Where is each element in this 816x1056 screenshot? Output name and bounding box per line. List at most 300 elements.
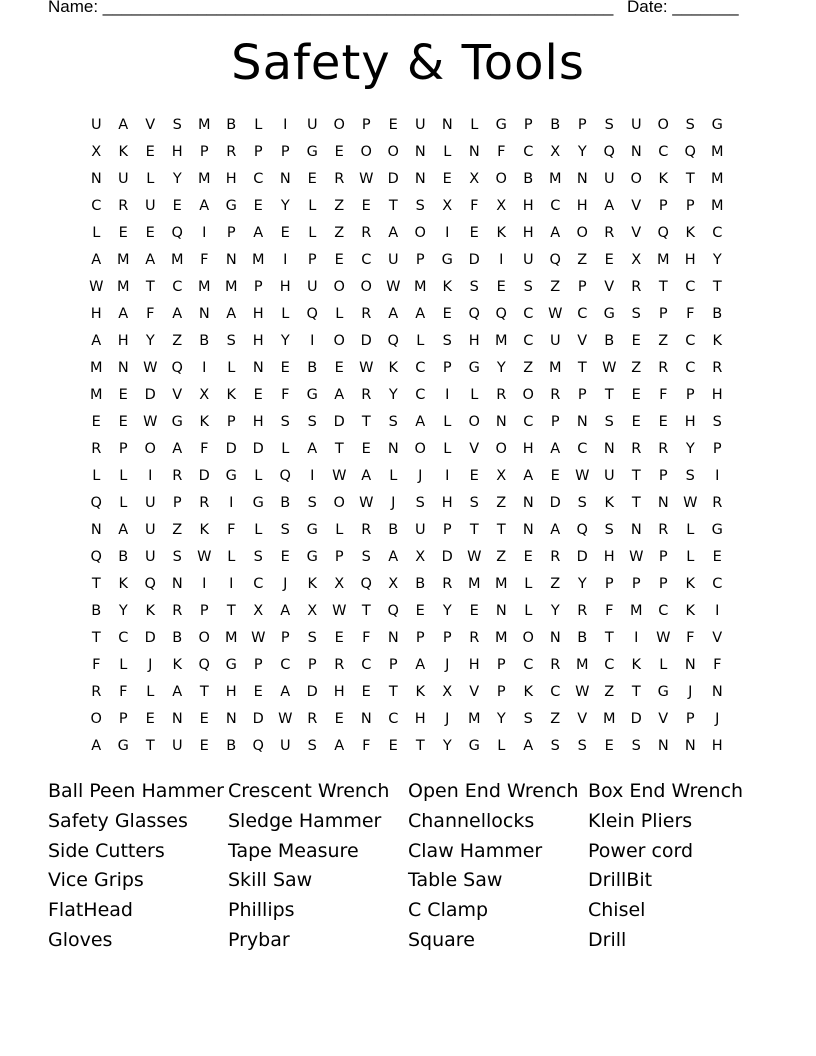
- grid-letter[interactable]: P: [631, 575, 642, 592]
- grid-letter[interactable]: T: [631, 494, 642, 511]
- grid-letter[interactable]: N: [171, 575, 184, 592]
- grid-letter[interactable]: Q: [171, 224, 184, 241]
- grid-letter[interactable]: O: [360, 278, 373, 295]
- grid-letter[interactable]: H: [171, 143, 184, 160]
- grid-letter[interactable]: H: [252, 305, 265, 322]
- grid-letter[interactable]: T: [496, 521, 507, 538]
- grid-letter[interactable]: A: [550, 440, 561, 457]
- grid-letter[interactable]: N: [387, 629, 400, 646]
- grid-letter[interactable]: F: [362, 629, 371, 646]
- grid-letter[interactable]: N: [225, 710, 238, 727]
- grid-letter[interactable]: L: [254, 521, 263, 538]
- grid-letter[interactable]: U: [522, 251, 535, 268]
- grid-letter[interactable]: S: [604, 521, 615, 538]
- grid-letter[interactable]: P: [118, 710, 129, 727]
- grid-letter[interactable]: W: [629, 548, 644, 565]
- grid-letter[interactable]: W: [197, 548, 212, 565]
- grid-letter[interactable]: G: [306, 143, 319, 160]
- grid-letter[interactable]: X: [199, 386, 210, 403]
- grid-letter[interactable]: E: [334, 359, 345, 376]
- grid-letter[interactable]: D: [144, 386, 157, 403]
- grid-letter[interactable]: P: [658, 575, 669, 592]
- grid-letter[interactable]: O: [333, 116, 346, 133]
- grid-letter[interactable]: A: [118, 305, 129, 322]
- grid-letter[interactable]: D: [225, 440, 238, 457]
- grid-letter[interactable]: B: [388, 521, 399, 538]
- grid-letter[interactable]: E: [199, 710, 210, 727]
- grid-letter[interactable]: U: [306, 116, 319, 133]
- grid-letter[interactable]: C: [685, 332, 696, 349]
- grid-letter[interactable]: D: [549, 494, 562, 511]
- grid-letter[interactable]: Q: [306, 305, 319, 322]
- grid-letter[interactable]: N: [495, 413, 508, 430]
- grid-letter[interactable]: T: [712, 278, 723, 295]
- grid-letter[interactable]: Q: [468, 305, 481, 322]
- grid-letter[interactable]: U: [306, 278, 319, 295]
- grid-letter[interactable]: A: [550, 521, 561, 538]
- grid-letter[interactable]: Z: [604, 683, 615, 700]
- grid-letter[interactable]: C: [523, 332, 534, 349]
- grid-letter[interactable]: Z: [496, 494, 507, 511]
- grid-letter[interactable]: D: [630, 710, 643, 727]
- grid-letter[interactable]: E: [334, 251, 345, 268]
- grid-letter[interactable]: P: [442, 629, 453, 646]
- grid-letter[interactable]: L: [335, 305, 344, 322]
- grid-letter[interactable]: R: [604, 224, 615, 241]
- grid-letter[interactable]: P: [523, 116, 534, 133]
- grid-letter[interactable]: A: [334, 386, 345, 403]
- grid-letter[interactable]: R: [577, 602, 588, 619]
- grid-letter[interactable]: W: [359, 359, 374, 376]
- grid-letter[interactable]: W: [251, 629, 266, 646]
- grid-letter[interactable]: A: [280, 683, 291, 700]
- grid-letter[interactable]: H: [225, 170, 238, 187]
- grid-letter[interactable]: A: [280, 602, 291, 619]
- grid-letter[interactable]: U: [603, 170, 616, 187]
- grid-letter[interactable]: V: [658, 710, 669, 727]
- grid-letter[interactable]: L: [146, 170, 155, 187]
- grid-letter[interactable]: R: [658, 359, 669, 376]
- grid-letter[interactable]: P: [253, 143, 264, 160]
- grid-letter[interactable]: D: [198, 467, 211, 484]
- grid-letter[interactable]: G: [711, 116, 724, 133]
- grid-letter[interactable]: P: [253, 656, 264, 673]
- grid-letter[interactable]: O: [387, 143, 400, 160]
- grid-letter[interactable]: A: [604, 197, 615, 214]
- grid-letter[interactable]: S: [712, 413, 723, 430]
- grid-letter[interactable]: P: [604, 575, 615, 592]
- date-field[interactable]: Date: _______: [627, 0, 739, 16]
- grid-letter[interactable]: C: [280, 656, 291, 673]
- grid-letter[interactable]: N: [90, 521, 103, 538]
- grid-letter[interactable]: V: [577, 332, 588, 349]
- grid-letter[interactable]: S: [523, 710, 534, 727]
- grid-letter[interactable]: S: [577, 737, 588, 754]
- grid-letter[interactable]: J: [283, 575, 288, 592]
- grid-letter[interactable]: E: [496, 278, 507, 295]
- grid-letter[interactable]: P: [118, 440, 129, 457]
- grid-letter[interactable]: L: [92, 224, 101, 241]
- grid-letter[interactable]: M: [467, 575, 481, 592]
- grid-letter[interactable]: C: [523, 656, 534, 673]
- grid-letter[interactable]: C: [550, 683, 561, 700]
- grid-letter[interactable]: U: [603, 467, 616, 484]
- grid-letter[interactable]: Y: [145, 332, 156, 349]
- grid-letter[interactable]: P: [577, 116, 588, 133]
- grid-letter[interactable]: A: [550, 224, 561, 241]
- grid-letter[interactable]: M: [197, 116, 211, 133]
- grid-letter[interactable]: P: [415, 629, 426, 646]
- grid-letter[interactable]: C: [253, 170, 264, 187]
- grid-letter[interactable]: S: [172, 548, 183, 565]
- grid-letter[interactable]: R: [550, 548, 561, 565]
- grid-letter[interactable]: O: [144, 440, 157, 457]
- grid-letter[interactable]: G: [306, 386, 319, 403]
- grid-letter[interactable]: N: [468, 143, 481, 160]
- grid-letter[interactable]: N: [387, 440, 400, 457]
- grid-letter[interactable]: G: [252, 494, 265, 511]
- grid-letter[interactable]: E: [334, 143, 345, 160]
- grid-letter[interactable]: L: [227, 359, 236, 376]
- grid-letter[interactable]: W: [575, 467, 590, 484]
- grid-letter[interactable]: Z: [334, 224, 345, 241]
- grid-letter[interactable]: Z: [658, 332, 669, 349]
- grid-letter[interactable]: A: [415, 305, 426, 322]
- grid-letter[interactable]: Z: [172, 521, 183, 538]
- grid-letter[interactable]: F: [659, 386, 668, 403]
- grid-letter[interactable]: O: [333, 278, 346, 295]
- grid-letter[interactable]: Q: [198, 656, 211, 673]
- grid-letter[interactable]: N: [630, 143, 643, 160]
- name-field[interactable]: Name: ______________________________________________________: [48, 0, 614, 16]
- grid-letter[interactable]: K: [604, 494, 615, 511]
- grid-letter[interactable]: S: [604, 116, 615, 133]
- grid-letter[interactable]: T: [604, 629, 615, 646]
- grid-letter[interactable]: W: [359, 170, 374, 187]
- grid-letter[interactable]: P: [658, 548, 669, 565]
- grid-letter[interactable]: P: [388, 656, 399, 673]
- grid-letter[interactable]: T: [631, 683, 642, 700]
- grid-letter[interactable]: U: [144, 494, 157, 511]
- grid-letter[interactable]: L: [443, 440, 452, 457]
- grid-letter[interactable]: W: [359, 494, 374, 511]
- grid-letter[interactable]: R: [712, 359, 723, 376]
- grid-letter[interactable]: M: [575, 656, 589, 673]
- grid-letter[interactable]: B: [712, 305, 723, 322]
- grid-letter[interactable]: N: [603, 440, 616, 457]
- grid-letter[interactable]: H: [522, 197, 535, 214]
- grid-letter[interactable]: E: [145, 143, 156, 160]
- grid-letter[interactable]: R: [658, 440, 669, 457]
- grid-letter[interactable]: E: [253, 197, 264, 214]
- grid-letter[interactable]: K: [172, 656, 183, 673]
- grid-letter[interactable]: K: [496, 224, 507, 241]
- grid-letter[interactable]: Q: [549, 251, 562, 268]
- grid-letter[interactable]: X: [253, 602, 264, 619]
- grid-letter[interactable]: Y: [388, 386, 399, 403]
- grid-letter[interactable]: J: [445, 710, 450, 727]
- grid-letter[interactable]: C: [361, 656, 372, 673]
- grid-letter[interactable]: E: [631, 413, 642, 430]
- grid-letter[interactable]: M: [197, 278, 211, 295]
- grid-letter[interactable]: X: [469, 170, 480, 187]
- grid-letter[interactable]: I: [445, 386, 450, 403]
- grid-letter[interactable]: U: [144, 197, 157, 214]
- grid-letter[interactable]: H: [711, 737, 724, 754]
- grid-letter[interactable]: L: [524, 575, 533, 592]
- grid-letter[interactable]: Q: [252, 737, 265, 754]
- grid-letter[interactable]: D: [306, 683, 319, 700]
- grid-letter[interactable]: C: [523, 413, 534, 430]
- grid-letter[interactable]: N: [711, 683, 724, 700]
- grid-letter[interactable]: O: [333, 494, 346, 511]
- grid-letter[interactable]: D: [468, 251, 481, 268]
- grid-letter[interactable]: L: [443, 413, 452, 430]
- grid-letter[interactable]: D: [252, 440, 265, 457]
- grid-letter[interactable]: F: [200, 440, 209, 457]
- grid-letter[interactable]: Q: [684, 143, 697, 160]
- grid-letter[interactable]: H: [576, 197, 589, 214]
- grid-letter[interactable]: L: [308, 224, 317, 241]
- grid-letter[interactable]: G: [117, 737, 130, 754]
- grid-letter[interactable]: B: [604, 332, 615, 349]
- grid-letter[interactable]: F: [362, 737, 371, 754]
- grid-letter[interactable]: I: [445, 224, 450, 241]
- grid-letter[interactable]: O: [495, 440, 508, 457]
- grid-letter[interactable]: H: [441, 494, 454, 511]
- grid-letter[interactable]: M: [116, 251, 130, 268]
- grid-letter[interactable]: V: [631, 224, 642, 241]
- grid-letter[interactable]: I: [202, 359, 207, 376]
- grid-letter[interactable]: T: [91, 575, 102, 592]
- grid-letter[interactable]: L: [335, 521, 344, 538]
- grid-letter[interactable]: N: [90, 170, 103, 187]
- grid-letter[interactable]: R: [172, 467, 183, 484]
- grid-letter[interactable]: E: [631, 332, 642, 349]
- grid-letter[interactable]: I: [202, 575, 207, 592]
- grid-letter[interactable]: O: [495, 170, 508, 187]
- grid-letter[interactable]: E: [442, 305, 453, 322]
- grid-letter[interactable]: I: [148, 467, 153, 484]
- grid-letter[interactable]: S: [307, 413, 318, 430]
- grid-letter[interactable]: P: [658, 197, 669, 214]
- grid-letter[interactable]: A: [415, 413, 426, 430]
- grid-letter[interactable]: A: [199, 197, 210, 214]
- grid-letter[interactable]: X: [496, 197, 507, 214]
- grid-letter[interactable]: X: [388, 575, 399, 592]
- grid-letter[interactable]: O: [468, 413, 481, 430]
- grid-letter[interactable]: R: [712, 494, 723, 511]
- grid-letter[interactable]: R: [469, 629, 480, 646]
- grid-letter[interactable]: E: [145, 710, 156, 727]
- grid-letter[interactable]: C: [577, 305, 588, 322]
- grid-letter[interactable]: R: [118, 197, 129, 214]
- grid-letter[interactable]: I: [202, 224, 207, 241]
- grid-letter[interactable]: B: [577, 629, 588, 646]
- grid-letter[interactable]: M: [548, 359, 562, 376]
- grid-letter[interactable]: C: [415, 386, 426, 403]
- grid-letter[interactable]: S: [307, 494, 318, 511]
- grid-letter[interactable]: D: [576, 548, 589, 565]
- grid-letter[interactable]: V: [145, 116, 156, 133]
- grid-letter[interactable]: V: [631, 197, 642, 214]
- grid-letter[interactable]: N: [414, 143, 427, 160]
- grid-letter[interactable]: N: [684, 656, 697, 673]
- grid-letter[interactable]: M: [251, 251, 265, 268]
- grid-letter[interactable]: E: [280, 548, 291, 565]
- grid-letter[interactable]: I: [445, 467, 450, 484]
- grid-letter[interactable]: A: [334, 737, 345, 754]
- grid-letter[interactable]: V: [577, 710, 588, 727]
- grid-letter[interactable]: Z: [496, 548, 507, 565]
- grid-letter[interactable]: R: [496, 386, 507, 403]
- grid-letter[interactable]: E: [631, 386, 642, 403]
- grid-letter[interactable]: O: [198, 629, 211, 646]
- grid-letter[interactable]: K: [685, 602, 696, 619]
- grid-letter[interactable]: U: [171, 737, 184, 754]
- grid-letter[interactable]: B: [199, 332, 210, 349]
- grid-letter[interactable]: F: [92, 656, 101, 673]
- grid-letter[interactable]: F: [281, 386, 290, 403]
- grid-letter[interactable]: T: [145, 278, 156, 295]
- grid-letter[interactable]: F: [605, 602, 614, 619]
- grid-letter[interactable]: N: [630, 521, 643, 538]
- grid-letter[interactable]: S: [226, 332, 237, 349]
- grid-letter[interactable]: T: [91, 629, 102, 646]
- grid-letter[interactable]: T: [334, 440, 345, 457]
- grid-letter[interactable]: B: [91, 602, 102, 619]
- grid-letter[interactable]: L: [416, 332, 425, 349]
- grid-letter[interactable]: E: [118, 386, 129, 403]
- grid-letter[interactable]: U: [387, 251, 400, 268]
- grid-letter[interactable]: D: [333, 413, 346, 430]
- grid-letter[interactable]: E: [388, 116, 399, 133]
- grid-letter[interactable]: L: [281, 305, 290, 322]
- grid-letter[interactable]: G: [603, 305, 616, 322]
- grid-letter[interactable]: D: [387, 170, 400, 187]
- grid-letter[interactable]: M: [170, 251, 184, 268]
- grid-letter[interactable]: M: [710, 143, 724, 160]
- grid-letter[interactable]: P: [415, 251, 426, 268]
- grid-letter[interactable]: P: [307, 656, 318, 673]
- grid-letter[interactable]: X: [631, 251, 642, 268]
- grid-letter[interactable]: F: [227, 521, 236, 538]
- grid-letter[interactable]: S: [253, 548, 264, 565]
- grid-letter[interactable]: F: [686, 629, 695, 646]
- grid-letter[interactable]: O: [630, 170, 643, 187]
- grid-letter[interactable]: L: [227, 548, 236, 565]
- grid-letter[interactable]: S: [442, 332, 453, 349]
- grid-letter[interactable]: Q: [495, 305, 508, 322]
- grid-letter[interactable]: G: [306, 521, 319, 538]
- grid-letter[interactable]: F: [686, 305, 695, 322]
- grid-letter[interactable]: O: [90, 710, 103, 727]
- grid-letter[interactable]: E: [118, 224, 129, 241]
- grid-letter[interactable]: T: [685, 170, 696, 187]
- grid-letter[interactable]: K: [685, 575, 696, 592]
- grid-letter[interactable]: H: [468, 656, 481, 673]
- grid-letter[interactable]: H: [117, 332, 130, 349]
- grid-letter[interactable]: I: [310, 467, 315, 484]
- grid-letter[interactable]: T: [415, 737, 426, 754]
- grid-letter[interactable]: M: [467, 710, 481, 727]
- grid-letter[interactable]: O: [522, 386, 535, 403]
- grid-letter[interactable]: G: [657, 683, 670, 700]
- grid-letter[interactable]: P: [172, 494, 183, 511]
- grid-letter[interactable]: L: [524, 602, 533, 619]
- grid-letter[interactable]: T: [604, 386, 615, 403]
- grid-letter[interactable]: P: [712, 440, 723, 457]
- grid-letter[interactable]: Z: [577, 251, 588, 268]
- grid-letter[interactable]: Y: [496, 359, 507, 376]
- grid-letter[interactable]: I: [229, 494, 234, 511]
- grid-letter[interactable]: Y: [685, 440, 696, 457]
- grid-letter[interactable]: H: [711, 386, 724, 403]
- grid-letter[interactable]: A: [388, 548, 399, 565]
- grid-letter[interactable]: C: [172, 278, 183, 295]
- grid-letter[interactable]: O: [414, 224, 427, 241]
- grid-letter[interactable]: M: [548, 170, 562, 187]
- grid-letter[interactable]: N: [171, 710, 184, 727]
- grid-letter[interactable]: N: [252, 359, 265, 376]
- grid-letter[interactable]: H: [684, 251, 697, 268]
- grid-letter[interactable]: C: [658, 143, 669, 160]
- grid-letter[interactable]: Q: [576, 521, 589, 538]
- grid-letter[interactable]: X: [442, 683, 453, 700]
- grid-letter[interactable]: G: [468, 737, 481, 754]
- grid-letter[interactable]: M: [224, 629, 238, 646]
- grid-letter[interactable]: T: [388, 197, 399, 214]
- grid-letter[interactable]: N: [360, 710, 373, 727]
- grid-letter[interactable]: L: [308, 197, 317, 214]
- grid-letter[interactable]: E: [280, 224, 291, 241]
- grid-letter[interactable]: R: [334, 170, 345, 187]
- grid-letter[interactable]: F: [200, 251, 209, 268]
- grid-letter[interactable]: J: [391, 494, 396, 511]
- grid-letter[interactable]: G: [225, 656, 238, 673]
- grid-letter[interactable]: Q: [387, 602, 400, 619]
- grid-letter[interactable]: S: [172, 116, 183, 133]
- grid-letter[interactable]: K: [388, 359, 399, 376]
- grid-letter[interactable]: X: [496, 467, 507, 484]
- grid-letter[interactable]: G: [225, 197, 238, 214]
- grid-letter[interactable]: Z: [631, 359, 642, 376]
- grid-letter[interactable]: P: [307, 251, 318, 268]
- grid-letter[interactable]: A: [388, 305, 399, 322]
- grid-letter[interactable]: A: [91, 251, 102, 268]
- grid-letter[interactable]: B: [307, 359, 318, 376]
- grid-letter[interactable]: I: [283, 251, 288, 268]
- grid-letter[interactable]: P: [280, 629, 291, 646]
- grid-letter[interactable]: Q: [144, 575, 157, 592]
- grid-letter[interactable]: L: [497, 737, 506, 754]
- grid-letter[interactable]: K: [199, 413, 210, 430]
- grid-letter[interactable]: R: [361, 386, 372, 403]
- grid-letter[interactable]: X: [91, 143, 102, 160]
- grid-letter[interactable]: T: [469, 521, 480, 538]
- grid-letter[interactable]: Z: [550, 710, 561, 727]
- grid-letter[interactable]: S: [523, 278, 534, 295]
- grid-letter[interactable]: E: [91, 413, 102, 430]
- grid-letter[interactable]: V: [469, 440, 480, 457]
- grid-letter[interactable]: P: [226, 413, 237, 430]
- grid-letter[interactable]: C: [712, 575, 723, 592]
- grid-letter[interactable]: F: [470, 197, 479, 214]
- grid-letter[interactable]: T: [658, 278, 669, 295]
- grid-letter[interactable]: Y: [550, 602, 561, 619]
- grid-letter[interactable]: U: [144, 521, 157, 538]
- grid-letter[interactable]: V: [604, 278, 615, 295]
